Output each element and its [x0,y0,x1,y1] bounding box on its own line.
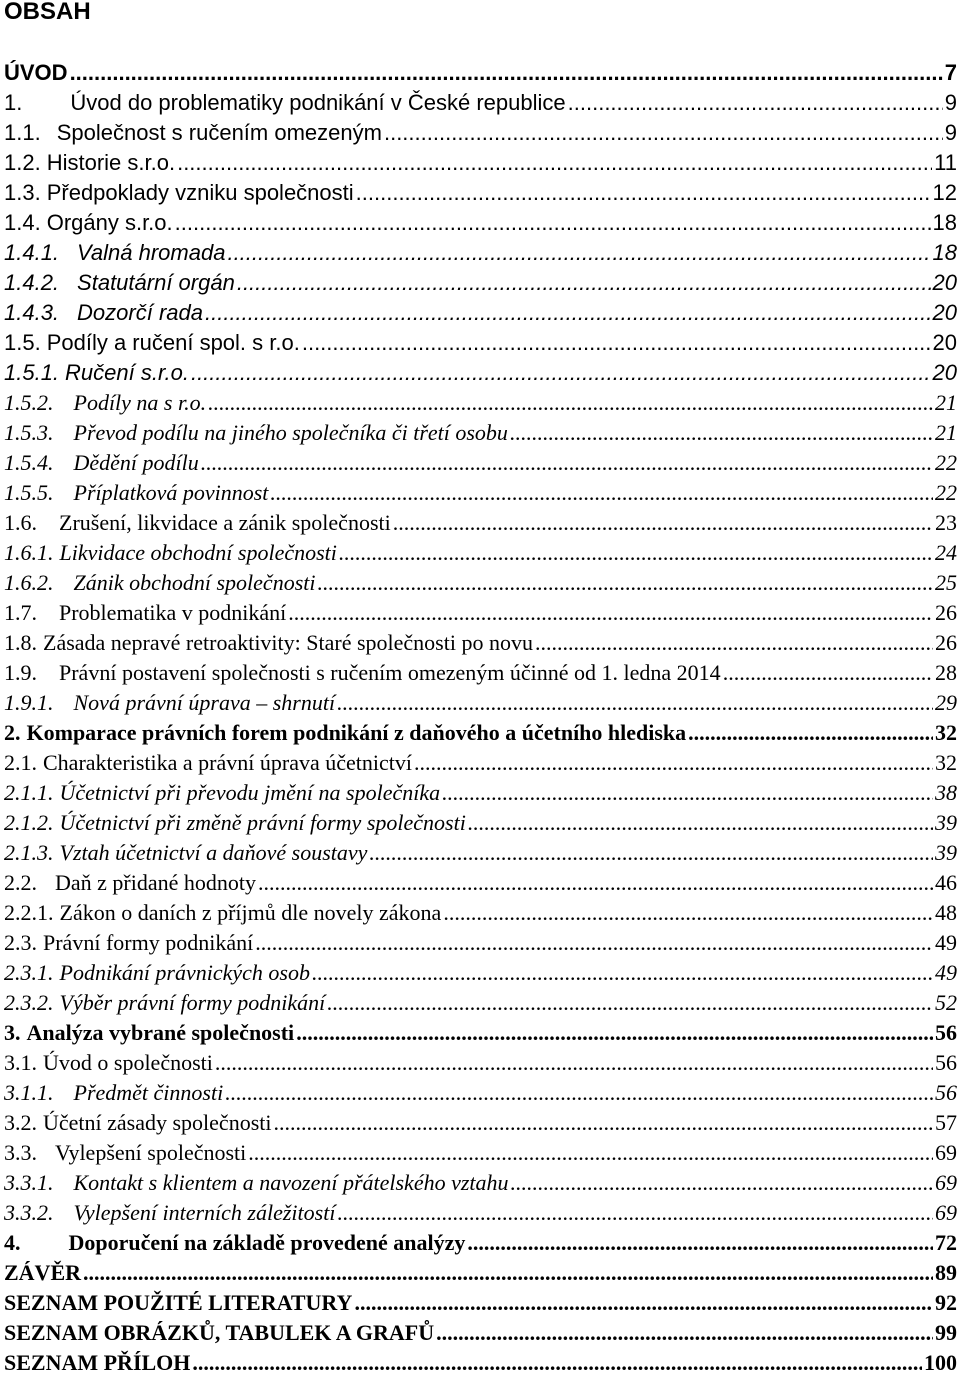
toc-page-number: 20 [932,360,957,385]
toc-entry-number: 1.2. [4,150,41,175]
toc-page-number: 20 [932,270,957,295]
toc-entry-number: 3.3.1. [4,1170,54,1195]
toc-page-number: 72 [935,1230,957,1255]
toc-entry-number: 3.1.1. [4,1080,54,1105]
toc-entry-2[interactable] [4,718,957,748]
toc-entry-1-5-1[interactable] [4,358,957,388]
toc-entry-2-1[interactable] [4,748,957,778]
toc-entry-number: 2.2.1. [4,900,54,925]
toc-entry-title: Kontakt s klientem a navození přátelského vztahu [73,1170,509,1195]
toc-page-number: 48 [935,900,957,925]
toc-entry-3-1[interactable] [4,1048,957,1078]
toc-leader [467,1228,933,1258]
toc-leader [302,328,931,358]
toc-leader [227,238,930,268]
toc-entry-number: 1.4.1. [4,240,60,265]
toc-leader [191,358,931,388]
toc-entry-number: 2.1. [4,750,37,775]
toc-entry-number: 2.3.1. [4,960,54,985]
toc-entry-number: 1.7. [4,600,37,625]
toc-page-number: 20 [932,300,957,325]
toc-entry-1-1[interactable] [4,118,957,148]
toc-entry-title: Vylepšení interních záležitostí [73,1200,336,1225]
toc-leader [175,208,931,238]
toc-entry-4[interactable] [4,1228,957,1258]
toc-leader [296,1018,933,1048]
table-of-contents [4,58,957,1378]
toc-page-number: 32 [935,720,957,745]
toc-entry-number: 1.4.2. [4,270,60,295]
toc-entry-number: 2.1.1. [4,780,54,805]
toc-leader [468,808,933,838]
toc-page-number: 52 [935,990,957,1015]
toc-entry-number: 1.8. [4,630,37,655]
toc-entry-number: 1.5.2. [4,390,54,415]
toc-leader [354,1288,933,1318]
toc-entry-1-6-2[interactable] [4,568,957,598]
toc-page-number: 39 [935,810,957,835]
toc-leader [393,508,933,538]
toc-entry-number: 1.3. [4,180,41,205]
toc-page-number: 25 [935,570,957,595]
toc-entry-title: Doporučení na základě provedené analýzy [68,1230,466,1255]
toc-entry-number: SEZNAM PŘÍLOH [4,1350,191,1375]
toc-entry-number: SEZNAM POUŽITÉ LITERATURY [4,1290,353,1315]
toc-leader [327,988,933,1018]
toc-leader [208,388,933,418]
toc-entry-number: 1.1. [4,120,41,145]
toc-entry-3-3[interactable] [4,1138,957,1168]
toc-page-number: 69 [935,1170,957,1195]
toc-entry-title: Vztah účetnictví a daňové soustavy [59,840,368,865]
toc-entry-title: Právní postavení společnosti s ručením omezeným účinné od 1. ledna 2014 [59,660,721,685]
toc-entry-number: 2.1.3. [4,840,54,865]
toc-entry-title: Zásada nepravé retroaktivity: Staré společnosti po novu [43,630,533,655]
toc-page-number: 21 [935,420,957,445]
toc-leader [258,868,933,898]
toc-leader [274,1108,934,1138]
toc-page-number: 49 [935,960,957,985]
toc-page-number: 9 [944,120,957,145]
toc-entry-number: 1.9. [4,660,37,685]
toc-entry-title: Účetnictví při převodu jmění na společníka [59,780,441,805]
toc-page-number: 100 [924,1350,957,1375]
toc-entry-2-3-1[interactable] [4,958,957,988]
toc-page-number: 11 [934,150,957,175]
toc-leader [192,1348,922,1378]
toc-leader [723,658,933,688]
toc-page-number: 69 [935,1140,957,1165]
toc-leader [201,448,933,478]
toc-entry-title: Společnost s ručením omezeným [56,120,382,145]
toc-page-number: 38 [935,780,957,805]
toc-entry-2-3[interactable] [4,928,957,958]
toc-leader [414,748,933,778]
toc-entry-title: Daň z přidané hodnoty [55,870,256,895]
toc-entry-number: 1.6. [4,510,37,535]
toc-entry-title: Dědění podílu [73,450,199,475]
toc-entry-number: 2.3.2. [4,990,54,1015]
toc-entry-1-5-4[interactable] [4,448,957,478]
toc-page-number: 69 [935,1200,957,1225]
toc-leader [337,688,933,718]
toc-entry-number: 2.3. [4,930,37,955]
toc-leader [215,1048,933,1078]
toc-page-number: 89 [935,1260,957,1285]
toc-leader [356,178,931,208]
toc-entry-number: 3.3.2. [4,1200,54,1225]
toc-leader [248,1138,933,1168]
toc-entry-number: 3.1. [4,1050,37,1075]
toc-entry-1[interactable] [4,88,957,118]
toc-entry-1-9-1[interactable] [4,688,957,718]
toc-leader [339,538,933,568]
toc-entry-title: Převod podílu na jiného společníka či třetí osobu [73,420,508,445]
toc-entry-number: 3. [4,1020,21,1045]
toc-entry-3-3-2[interactable] [4,1198,957,1228]
toc-entry-1-6-1[interactable] [4,538,957,568]
toc-page-number: 21 [935,390,957,415]
toc-entry-1-5-2[interactable] [4,388,957,418]
toc-leader [442,778,933,808]
toc-entry-2-3-2[interactable] [4,988,957,1018]
toc-entry-title: Likvidace obchodní společnosti [59,540,337,565]
toc-page-number: 56 [935,1020,957,1045]
toc-entry-title: Úvod o společnosti [43,1050,213,1075]
toc-entry-2-2-1[interactable] [4,898,957,928]
toc-entry-2-1-3[interactable] [4,838,957,868]
toc-page-number: 22 [935,480,957,505]
toc-entry-1-6[interactable] [4,508,957,538]
toc-leader [255,928,933,958]
toc-entry-title: Předpoklady vzniku společnosti [46,180,354,205]
toc-leader [312,958,933,988]
toc-entry-title: Podíly na s r.o. [73,390,207,415]
toc-leader [384,118,943,148]
toc-entry-2-1-1[interactable] [4,778,957,808]
toc-entry-1-5-3[interactable] [4,418,957,448]
toc-entry-1-5[interactable] [4,328,957,358]
toc-entry-number: 3.3. [4,1140,37,1165]
toc-leader [337,1198,933,1228]
toc-page-number: 7 [944,60,957,85]
toc-entry-title: Ručení s.r.o. [65,360,189,385]
toc-leader [436,1318,933,1348]
toc-entry-2-1-2[interactable] [4,808,957,838]
toc-entry-number: 1.5.4. [4,450,54,475]
toc-entry-1-4-2[interactable] [4,268,957,298]
toc-entry-number: ZÁVĚR [4,1260,82,1285]
toc-entry-number: 4. [4,1230,21,1255]
toc-entry-1-5-5[interactable] [4,478,957,508]
toc-leader [270,478,933,508]
toc-entry-title: Nová právní úprava – shrnutí [73,690,336,715]
toc-entry-number: 1.5. [4,330,41,355]
toc-entry-3-2[interactable] [4,1108,957,1138]
toc-page-number: 12 [932,180,957,205]
toc-entry-title: Statutární orgán [77,270,235,295]
toc-entry-seznam-priloh[interactable] [4,1348,957,1378]
toc-page-number: 49 [935,930,957,955]
toc-leader [443,898,933,928]
toc-entry-title: Účetnictví při změně právní formy společnosti [59,810,466,835]
toc-entry-3-1-1[interactable] [4,1078,957,1108]
toc-page-number: 24 [935,540,957,565]
toc-page-number: 32 [935,750,957,775]
toc-page-number: 56 [935,1080,957,1105]
toc-entry-title: Právní formy podnikání [43,930,254,955]
toc-page-number: 56 [935,1050,957,1075]
toc-entry-title: Výběr právní formy podnikání [59,990,326,1015]
toc-entry-title: Úvod do problematiky podnikání v České republice [70,90,566,115]
toc-entry-title: Valná hromada [77,240,226,265]
toc-leader [70,58,943,88]
toc-entry-number: 2.2. [4,870,37,895]
toc-page-number: 92 [935,1290,957,1315]
toc-entry-1-8[interactable] [4,628,957,658]
toc-entry-title: Zánik obchodní společnosti [73,570,316,595]
toc-page-number: 23 [935,510,957,535]
toc-entry-title: Účetní zásady společnosti [43,1110,272,1135]
toc-entry-number: 2.1.2. [4,810,54,835]
toc-entry-1-9[interactable] [4,658,957,688]
toc-entry-title: Charakteristika a právní úprava účetnictví [43,750,412,775]
toc-leader [225,1078,933,1108]
toc-entry-1-4[interactable] [4,208,957,238]
toc-page-number: 18 [932,210,957,235]
toc-entry-number: SEZNAM OBRÁZKŮ, TABULEK A GRAFŮ [4,1320,435,1345]
toc-entry-title: Vylepšení společnosti [55,1140,247,1165]
page-title: OBSAH [4,0,91,25]
toc-entry-title: Zákon o daních z příjmů dle novely zákona [59,900,442,925]
toc-leader [317,568,933,598]
toc-entry-number: 1.5.1. [4,360,60,385]
toc-page-number: 39 [935,840,957,865]
toc-page-number: 9 [944,90,957,115]
toc-entry-number: 1.5.5. [4,480,54,505]
toc-page-number: 99 [935,1320,957,1345]
toc-entry-seznam-obrazku[interactable] [4,1318,957,1348]
toc-page-number: 29 [935,690,957,715]
toc-leader [288,598,933,628]
toc-entry-number: ÚVOD [4,60,68,85]
toc-page-number: 22 [935,450,957,475]
toc-entry-number: 1. [4,90,23,115]
toc-entry-3-3-1[interactable] [4,1168,957,1198]
toc-page-number: 28 [935,660,957,685]
toc-entry-1-2[interactable] [4,148,957,178]
toc-entry-1-4-1[interactable] [4,238,957,268]
toc-leader [535,628,933,658]
toc-page-number: 26 [935,600,957,625]
toc-entry-number: 1.4. [4,210,41,235]
toc-entry-title: Orgány s.r.o. [46,210,173,235]
toc-entry-1-4-3[interactable] [4,298,957,328]
toc-entry-zaver[interactable] [4,1258,957,1288]
toc-entry-number: 1.9.1. [4,690,54,715]
toc-entry-number: 1.6.2. [4,570,54,595]
toc-page-number: 57 [935,1110,957,1135]
toc-entry-number: 1.6.1. [4,540,54,565]
toc-leader [568,88,943,118]
toc-entry-title: Analýza vybrané společnosti [26,1020,295,1045]
toc-entry-number: 3.2. [4,1110,37,1135]
toc-entry-number: 1.4.3. [4,300,60,325]
toc-leader [510,418,933,448]
toc-leader [83,1258,933,1288]
toc-page-number: 18 [932,240,957,265]
toc-entry-title: Podíly a ručení spol. s r.o. [46,330,300,355]
toc-leader [511,1168,933,1198]
toc-entry-title: Historie s.r.o. [46,150,176,175]
toc-leader [688,718,933,748]
toc-entry-title: Komparace právních forem podnikání z daňového a účetního hlediska [26,720,687,745]
toc-page-number: 46 [935,870,957,895]
toc-entry-title: Problematika v podnikání [59,600,287,625]
toc-entry-title: Dozorčí rada [77,300,203,325]
toc-entry-3[interactable] [4,1018,957,1048]
toc-entry-1-7[interactable] [4,598,957,628]
toc-entry-title: Příplatková povinnost [73,480,269,505]
toc-entry-number: 2. [4,720,21,745]
toc-entry-title: Podnikání právnických osob [59,960,310,985]
toc-entry-title: Předmět činnosti [73,1080,224,1105]
toc-page-number: 20 [932,330,957,355]
toc-leader [237,268,931,298]
toc-leader [369,838,933,868]
toc-page-number: 26 [935,630,957,655]
toc-leader [205,298,931,328]
toc-leader [177,148,932,178]
toc-entry-2-2[interactable] [4,868,957,898]
toc-entry-uvod[interactable] [4,58,957,88]
toc-entry-1-3[interactable] [4,178,957,208]
toc-entry-title: Zrušení, likvidace a zánik společnosti [59,510,391,535]
toc-entry-literatura[interactable] [4,1288,957,1318]
toc-entry-number: 1.5.3. [4,420,54,445]
